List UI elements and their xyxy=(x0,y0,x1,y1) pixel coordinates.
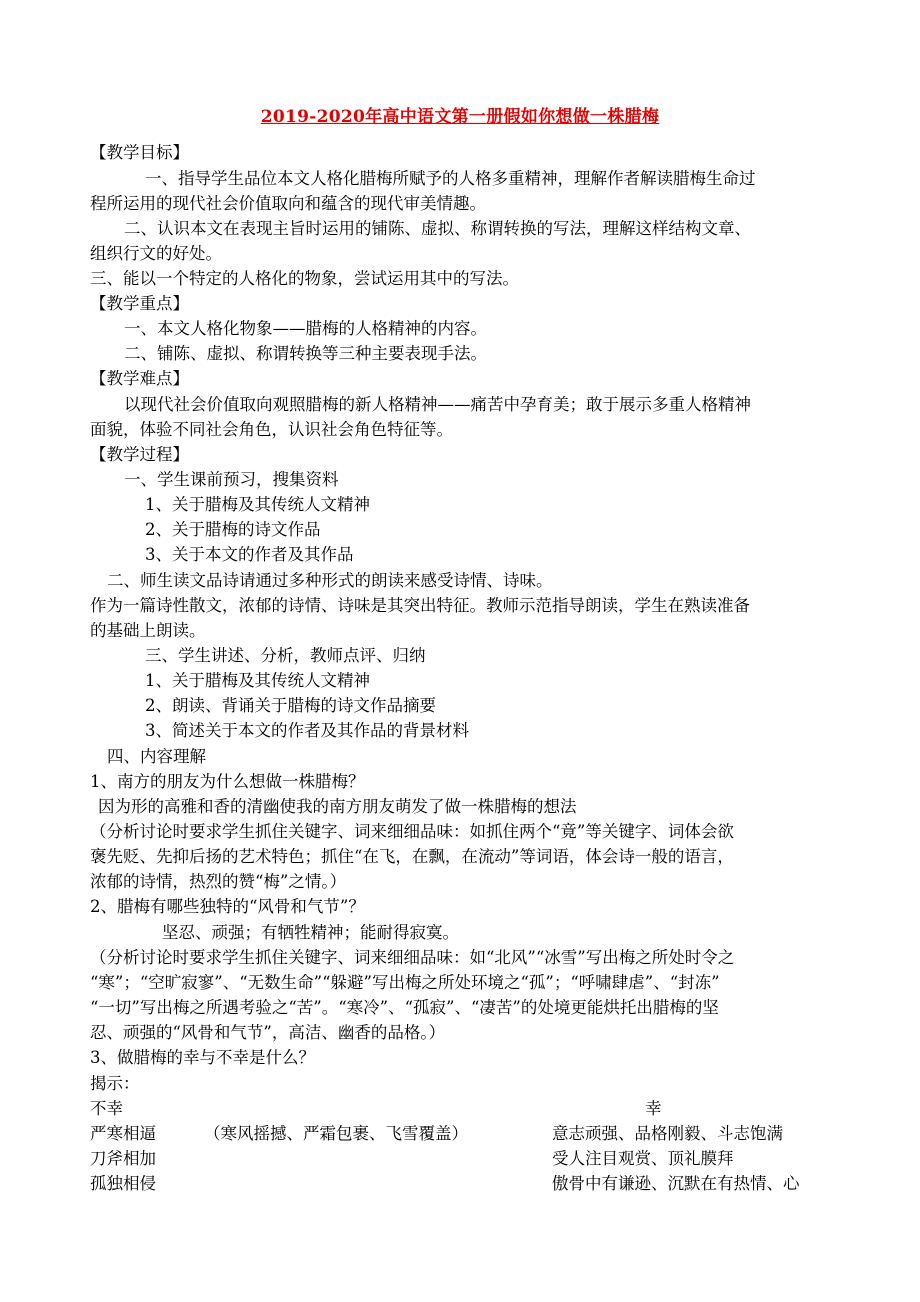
section-heading-focus: 【教学重点】 xyxy=(90,294,189,313)
paragraph-line: 程所运用的现代社会价值取向和蕴含的现代审美情趣。 xyxy=(90,194,486,213)
paragraph-line: 作为一篇诗性散文，浓郁的诗情、诗味是其突出特征。教师示范指导朗读，学生在熟读准备 xyxy=(90,596,750,615)
paragraph-line: 揭示： xyxy=(90,1074,140,1093)
answer-line: 坚忍、顽强；有牺牲精神；能耐得寂寞。 xyxy=(162,923,459,942)
list-item: 1、关于腊梅及其传统人文精神 xyxy=(145,671,370,690)
answer-line: 因为形的高雅和香的清幽使我的南方朋友萌发了做一株腊梅的想法 xyxy=(98,797,577,816)
paragraph-line: 褒先贬、先抑后扬的艺术特色；抓住“在飞，在飘，在流动”等词语，体会诗一般的语言， xyxy=(90,847,734,866)
paragraph-line: “一切”写出梅之所遇考验之“苦”。“寒冷”、“孤寂”、“凄苦”的处境更能烘托出腊梅的坚 xyxy=(90,998,719,1017)
table-cell-middle: （寒风摇撼、严霜包裹、飞雪覆盖） xyxy=(204,1124,468,1143)
table-header-right: 幸 xyxy=(645,1099,662,1118)
paragraph-line: 的基础上朗读。 xyxy=(90,621,206,640)
paragraph-line: 二、认识本文在表现主旨时运用的铺陈、虚拟、称谓转换的写法，理解这样结构文章、 xyxy=(124,219,751,238)
question-line: 3、做腊梅的幸与不幸是什么？ xyxy=(90,1048,315,1067)
paragraph-line: 一、指导学生品位本文人格化腊梅所赋予的人格多重精神，理解作者解读腊梅生命过 xyxy=(145,169,756,188)
question-line: 2、腊梅有哪些独特的“风骨和气节”？ xyxy=(90,897,365,916)
list-item: 1、关于腊梅及其传统人文精神 xyxy=(145,495,370,514)
table-cell-left: 严寒相逼 xyxy=(90,1124,156,1143)
paragraph-line: （分析讨论时要求学生抓住关键字、词来细细品味：如抓住两个“竟”等关键字、词体会欲 xyxy=(90,822,734,841)
section-heading-process: 【教学过程】 xyxy=(90,445,189,464)
paragraph-line: “寒”；“空旷寂寥”、“无数生命”“躲避”写出梅之所处环境之“孤”；“呼啸肆虐”、“封冻” xyxy=(90,973,720,992)
paragraph-line: （分析讨论时要求学生抓住关键字、词来细细品味：如“北风”“冰雪”写出梅之所处时令之 xyxy=(90,948,735,967)
section-heading-goals: 【教学目标】 xyxy=(90,143,189,162)
paragraph-line: 二、铺陈、虚拟、称谓转换等三种主要表现手法。 xyxy=(124,344,487,363)
section-heading-difficulty: 【教学难点】 xyxy=(90,369,189,388)
list-item: 2、关于腊梅的诗文作品 xyxy=(145,520,321,539)
paragraph-line: 一、学生课前预习，搜集资料 xyxy=(124,470,339,489)
paragraph-line: 二、师生读文品诗请通过多种形式的朗读来感受诗情、诗味。 xyxy=(107,571,553,590)
paragraph-line: 面貌，体验不同社会角色，认识社会角色特征等。 xyxy=(90,420,453,439)
table-cell-left: 刀斧相加 xyxy=(90,1149,156,1168)
paragraph-line: 三、学生讲述、分析，教师点评、归纳 xyxy=(145,646,426,665)
paragraph-line: 以现代社会价值取向观照腊梅的新人格精神——痛苦中孕育美；敢于展示多重人格精神 xyxy=(124,395,751,414)
paragraph-line: 一、本文人格化物象——腊梅的人格精神的内容。 xyxy=(124,319,487,338)
paragraph-line: 忍、顽强的“风骨和气节”，高洁、幽香的品格。） xyxy=(90,1023,446,1042)
paragraph-line: 组织行文的好处。 xyxy=(90,244,222,263)
paragraph-line: 四、内容理解 xyxy=(107,747,206,766)
question-line: 1、南方的朋友为什么想做一株腊梅？ xyxy=(90,772,365,791)
table-cell-right: 傲骨中有谦逊、沉默在有热情、心 xyxy=(552,1174,800,1193)
table-cell-right: 受人注目观赏、顶礼膜拜 xyxy=(552,1149,734,1168)
paragraph-line: 三、能以一个特定的人格化的物象，尝试运用其中的写法。 xyxy=(90,269,519,288)
document-title: 2019-2020年高中语文第一册假如你想做一株腊梅 xyxy=(260,107,660,127)
list-item: 3、关于本文的作者及其作品 xyxy=(145,545,354,564)
list-item: 2、朗读、背诵关于腊梅的诗文作品摘要 xyxy=(145,696,436,715)
table-cell-left: 孤独相侵 xyxy=(90,1174,156,1193)
table-header-left: 不幸 xyxy=(90,1099,123,1118)
table-cell-right: 意志顽强、品格刚毅、斗志饱满 xyxy=(552,1124,783,1143)
paragraph-line: 浓郁的诗情，热烈的赞“梅”之情。） xyxy=(90,872,347,891)
list-item: 3、简述关于本文的作者及其作品的背景材料 xyxy=(145,721,469,740)
